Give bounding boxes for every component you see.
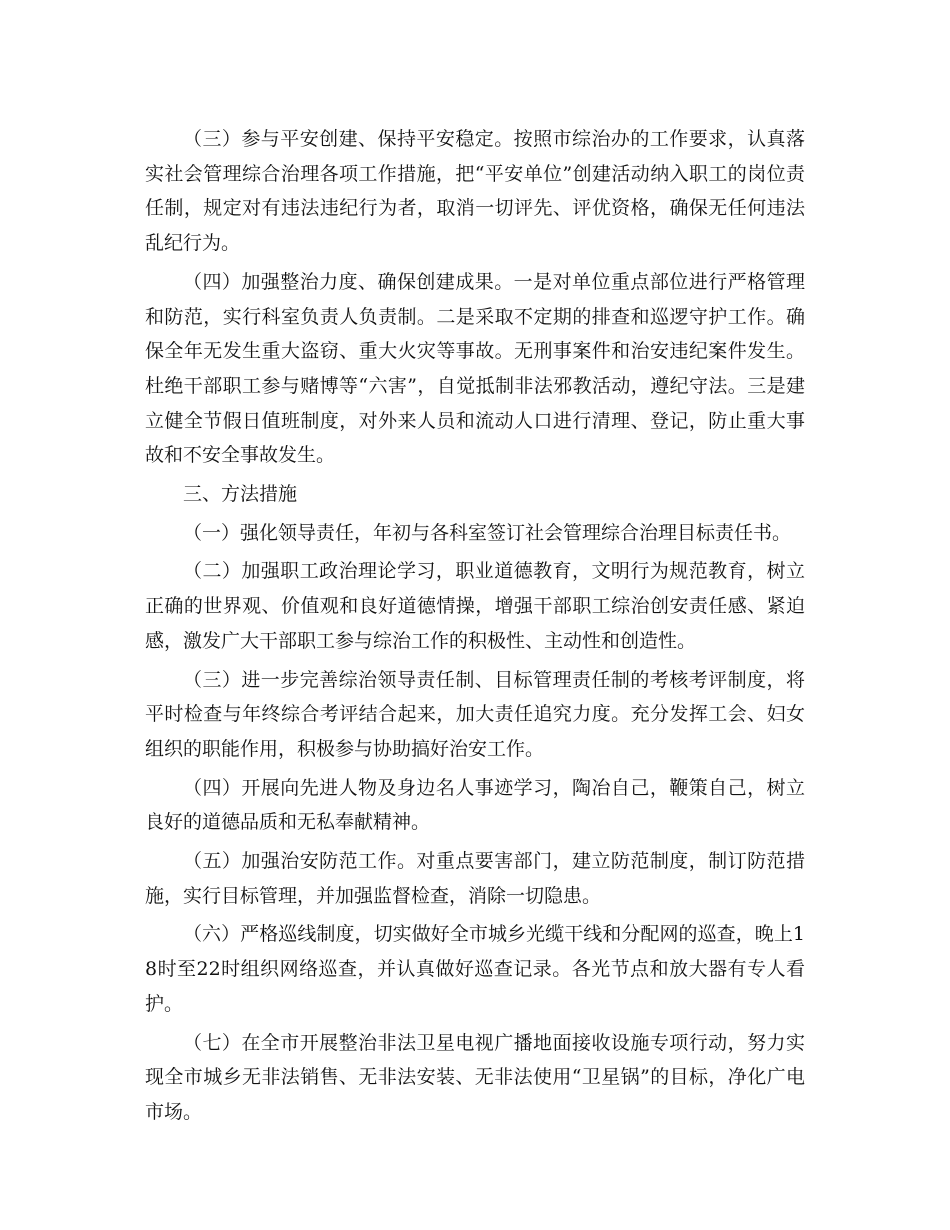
paragraph-method-6: （六）严格巡线制度，切实做好全市城乡光缆干线和分配网的巡查，晚上18时至22时组织网络巡查，并认真做好巡查记录。各光节点和放大器有专人看护。 — [145, 923, 805, 1015]
paragraph-method-7: （七）在全市开展整治非法卫星电视广播地面接收设施专项行动，努力实现全市城乡无非法销售、无非法安装、无非法使用“卫星锅”的目标，净化广电市场。 — [145, 1031, 805, 1123]
paragraph-method-2: （二）加强职工政治理论学习，职业道德教育，文明行为规范教育，树立正确的世界观、价值观和良好道德情操，增强干部职工综治创安责任感、紧迫感，激发广大干部职工参与综治工作的积极性、主动性和创造性。 — [145, 560, 805, 652]
section-heading-methods: 三、方法措施 — [183, 483, 298, 506]
paragraph-safety-building: （三）参与平安创建、保持平安稳定。按照市综治办的工作要求，认真落实社会管理综合治理各项工作措施，把“平安单位”创建活动纳入职工的岗位责任制，规定对有违法违纪行为者，取消一切评先、评优资格，确保无任何违法乱纪行为。 — [145, 128, 805, 255]
paragraph-method-5: （五）加强治安防范工作。对重点要害部门，建立防范制度，制订防范措施，实行目标管理，并加强监督检查，消除一切隐患。 — [145, 850, 805, 907]
paragraph-method-1: （一）强化领导责任，年初与各科室签订社会管理综合治理目标责任书。 — [183, 521, 792, 544]
document-page — [145, 122, 805, 1130]
paragraph-method-4: （四）开展向先进人物及身边名人事迹学习，陶冶自己，鞭策自己，树立良好的道德品质和无私奉献精神。 — [145, 776, 805, 834]
paragraph-method-3: （三）进一步完善综治领导责任制、目标管理责任制的考核考评制度，将平时检查与年终综合考评结合起来，加大责任追究力度。充分发挥工会、妇女组织的职能作用，积极参与协助搞好治安工作。 — [145, 668, 805, 760]
paragraph-rectification: （四）加强整治力度、确保创建成果。一是对单位重点部位进行严格管理和防范，实行科室负责人负责制。二是采取不定期的排查和巡逻守护工作。确保全年无发生重大盗窃、重大火灾等事故。无刑事案件和治安违纪案件发生。杜绝干部职工参与赌博等“六害”，自觉抵制非法邪教活动，遵纪守法。三是建立健全节假日值班制度，对外来人员和流动人口进行清理、登记，防止重大事故和不安全事故发生。 — [145, 270, 805, 467]
